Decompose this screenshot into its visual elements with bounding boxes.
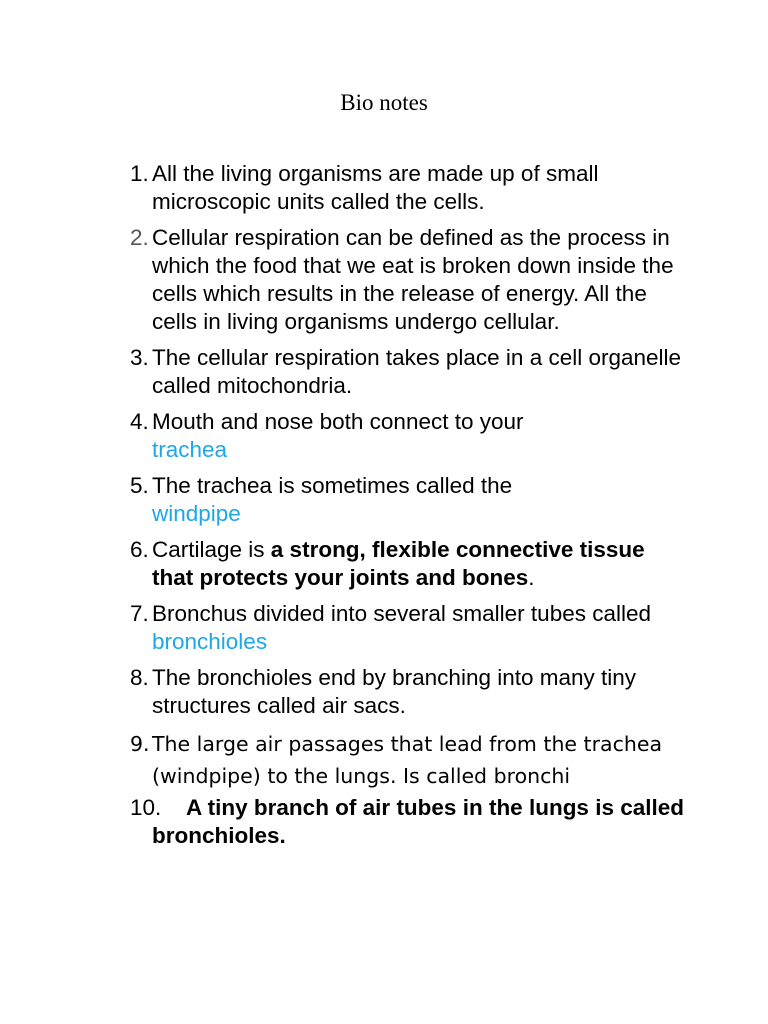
- item-lead-text: Cartilage is: [152, 537, 271, 562]
- highlight-term-windpipe: windpipe: [152, 501, 241, 526]
- item-bold-text: A tiny branch of air tubes in the lungs is called bronchioles.: [152, 795, 684, 848]
- list-item-4: [130, 408, 690, 464]
- page-title: Bio notes: [340, 90, 428, 115]
- item-number: 5.: [130, 473, 149, 498]
- item-text: Cellular respiration can be defined as the process in which the food that we eat is broken down inside the cells which results in the release of energy. All the cells in living organisms undergo cellular.: [152, 225, 674, 334]
- list-item-10: [130, 794, 690, 850]
- item-text: All the living organisms are made up of small microscopic units called the cells.: [152, 161, 599, 214]
- list-item-1: [130, 160, 690, 216]
- item-number: 7.: [130, 601, 149, 626]
- highlight-term-bronchioles: bronchioles: [152, 629, 268, 654]
- list-item-2: [130, 224, 690, 336]
- item-number: 10.: [130, 795, 162, 820]
- item-text: Bronchus divided into several smaller tubes called: [152, 601, 652, 626]
- item-number: 1.: [130, 161, 149, 186]
- item-number: 4.: [130, 409, 149, 434]
- item-number: 3.: [130, 345, 149, 370]
- item-text: The trachea is sometimes called the: [152, 473, 513, 498]
- item-number: 9.: [130, 732, 150, 756]
- highlight-term-trachea: trachea: [152, 437, 228, 462]
- list-item-9: [130, 728, 690, 792]
- item-number: 2.: [130, 225, 149, 250]
- item-number: 8.: [130, 665, 149, 690]
- item-number: 6.: [130, 537, 149, 562]
- list-item-3: [130, 344, 690, 400]
- item-text: The bronchioles end by branching into many tiny structures called air sacs.: [152, 665, 637, 718]
- item-text: Mouth and nose both connect to your: [152, 409, 524, 434]
- item-text: The cellular respiration takes place in a cell organelle called mitochondria.: [152, 345, 682, 398]
- notes-list: [130, 160, 690, 858]
- item-bold-text: a strong, flexible connective tissue that protects your joints and bones: [152, 537, 645, 590]
- list-item-8: [130, 664, 690, 720]
- list-item-5: [130, 472, 690, 528]
- list-item-7: [130, 600, 690, 656]
- item-tail-text: .: [528, 565, 535, 590]
- list-item-6: [130, 536, 690, 592]
- item-text: The large air passages that lead from the trachea (windpipe) to the lungs. Is called bronchi: [152, 732, 663, 788]
